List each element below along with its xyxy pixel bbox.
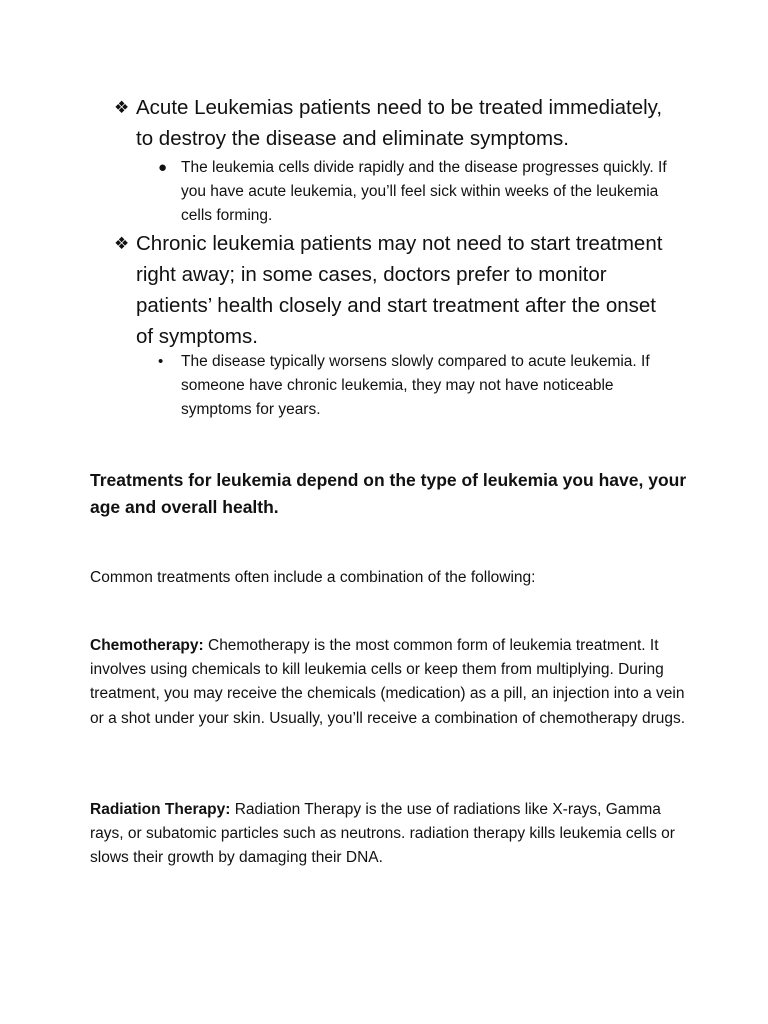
radiation-text: Radiation Therapy is the use of radiations like X-rays, Gamma rays, or subatomic particles such as neutrons. radiation therapy kills leukemia cells or slows their growth by damaging their DNA. (90, 801, 675, 867)
treatments-heading: Treatments for leukemia depend on the type of leukemia you have, your age and overall health. (90, 470, 687, 517)
sub-bullet-chronic-details (158, 350, 678, 422)
diamond-bullet-icon: ❖ (114, 98, 130, 117)
chemotherapy-paragraph (90, 634, 690, 731)
chemotherapy-text: Chemotherapy is the most common form of leukemia treatment. It involves using chemicals to kill leukemia cells or keep them from multiplying. During treatment, you may receive the chemicals (medication) as a pill, an injection into a vein or a shot under your skin. Usually, you’ll receive a combination of chemotherapy drugs. (90, 637, 686, 727)
intro-paragraph: Common treatments often include a combination of the following: (90, 569, 536, 586)
diamond-bullet-icon: ❖ (114, 234, 130, 253)
sub-bullet-text: The disease typically worsens slowly compared to acute leukemia. If someone have chronic leukemia, they may not have noticeable symptoms for years. (181, 353, 650, 418)
dot-bullet-icon: • (158, 353, 164, 370)
bullet-text: Acute Leukemias patients need to be treated immediately, to destroy the disease and eliminate symptoms. (136, 96, 663, 150)
bullet-chronic-leukemia (114, 228, 674, 352)
dot-bullet-icon: ● (158, 159, 168, 176)
radiation-label: Radiation Therapy: (90, 801, 231, 818)
chemotherapy-label: Chemotherapy: (90, 637, 204, 654)
sub-bullet-acute-details (158, 156, 678, 228)
bullet-acute-leukemia (114, 92, 674, 154)
bullet-text: Chronic leukemia patients may not need to start treatment right away; in some cases, doctors prefer to monitor patients’ health closely and start treatment after the onset of symptoms. (136, 232, 663, 348)
sub-bullet-text: The leukemia cells divide rapidly and the disease progresses quickly. If you have acute leukemia, you’ll feel sick within weeks of the leukemia cells forming. (181, 159, 667, 224)
radiation-paragraph (90, 798, 690, 871)
